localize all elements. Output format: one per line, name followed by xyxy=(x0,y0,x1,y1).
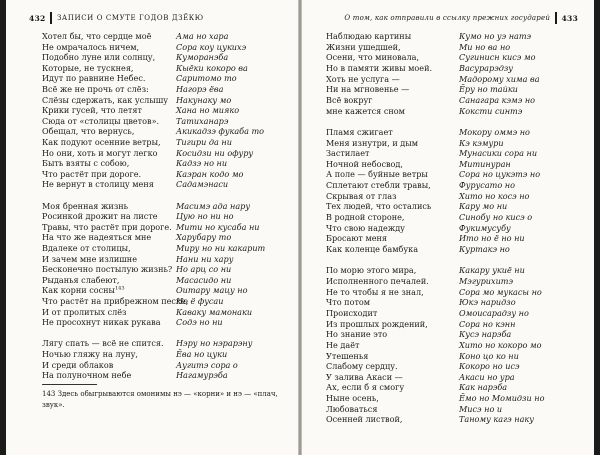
romaji-line: Кыёки кокоро ва xyxy=(176,62,248,73)
translation-line: Не вернут в столицу меня xyxy=(42,179,154,190)
translation-line: Что растёт при дороге. xyxy=(42,168,142,179)
translation-line: Меня изнутри, и дым xyxy=(326,137,419,148)
translation-line: Ныне осень, xyxy=(326,393,379,404)
romaji-line: Саритомо то xyxy=(176,73,237,84)
translation-line: Травы, что растёт при дороге. xyxy=(42,221,172,232)
footnote-divider xyxy=(42,384,97,385)
translation-line: Росинкой дрожит на листе xyxy=(42,211,158,222)
romaji-line: Масасидо ни xyxy=(176,274,232,285)
romaji-line: Хана но мияко xyxy=(176,105,240,116)
romaji-line: Кумо но уэ натэ xyxy=(459,31,532,41)
translation-line: И зачем мне излишне xyxy=(42,253,137,264)
romaji-line: Сугинисн кисэ мо xyxy=(459,52,536,63)
romaji-line: Хито но кокоро мо xyxy=(459,339,542,350)
translation-line: Не просохнут никак рукава xyxy=(42,317,161,328)
romaji-line: Куморанэба xyxy=(176,52,229,63)
romaji-line: Коксти синтэ xyxy=(459,105,523,116)
translation-line: На что же надеяться мне xyxy=(42,232,152,243)
translation-line: По морю этого мира, xyxy=(326,265,417,276)
romaji-line: Садамэнаси xyxy=(176,179,229,190)
translation-line: Слабому сердцу. xyxy=(326,361,398,372)
romaji-line: Синобу но кисэ о xyxy=(459,212,533,223)
translation-line: Подобно луне или солнцу, xyxy=(42,52,156,63)
translation-line: Быть взяты с собою, xyxy=(42,158,130,169)
romaji-line: Татиханарэ xyxy=(176,115,229,126)
left-page-number: 432 xyxy=(29,13,46,23)
romaji-line: Юкэ наридзо xyxy=(459,297,516,308)
romaji-line: Мадорому хима ва xyxy=(459,73,540,84)
translation-line: Которые, не тускнея, xyxy=(42,62,134,73)
romaji-line: Косидзи ни офуру xyxy=(176,147,254,158)
translation-line: Ночной небосвод, xyxy=(326,158,403,169)
romaji-line: Накунаку мо xyxy=(176,94,232,105)
romaji-line: Нагорэ ёва xyxy=(176,84,224,94)
translation-line: мне кажется сном xyxy=(326,105,405,116)
translation-line: Из прошлых рождений, xyxy=(326,318,428,329)
translation-line: У залива Акаси — xyxy=(326,371,403,382)
translation-line: Но в памяти живы моей. xyxy=(326,62,433,73)
romaji-line: Каваку мамонаки xyxy=(176,306,253,317)
translation-line: Ах, если б я смогу xyxy=(326,382,405,393)
translation-line: Не омрачалось ничем, xyxy=(42,41,140,52)
translation-line: Что свою надежду xyxy=(326,222,405,233)
translation-line: Сплетают стебли травы, xyxy=(326,180,431,191)
translation-line: А поле — буйные ветры xyxy=(326,169,428,180)
romaji-line: Омоисарадзу но xyxy=(459,307,529,318)
footnote-text: Здесь обыгрываются омонимы нэ — «корни» и нэ — «плач, звук». xyxy=(42,390,278,409)
romaji-line: Ёмо но Момидзи но xyxy=(459,393,545,404)
romaji-line: Но ё фусаи xyxy=(176,296,224,306)
romaji-line: Кэ кэмури xyxy=(459,137,504,148)
translation-line: Тех людей, что остались xyxy=(326,201,432,212)
translation-line: Бесконечно постылую жизнь? xyxy=(42,264,173,275)
romaji-line: Нэру но нэрарэну xyxy=(176,338,253,349)
romaji-line: Мисэ но и xyxy=(459,403,503,414)
translation-line: Осени, что миновала, xyxy=(326,52,420,63)
romaji-line: Сора но кэнн xyxy=(459,318,516,329)
translation-line: Всё же не прочь от слёз: xyxy=(42,84,149,94)
translation-line: Наблюдаю картины xyxy=(326,31,412,41)
translation-line: Но знание это xyxy=(326,329,388,340)
romaji-line: Акаси но ура xyxy=(459,371,515,382)
right-page-number: 433 xyxy=(561,13,578,23)
right-running-head: О том, как отправили в ссылку прежних государей xyxy=(344,14,551,22)
header-divider xyxy=(555,12,557,24)
romaji-line: Санагара кэмэ но xyxy=(459,94,536,105)
translation-line: Что растёт на прибрежном песке, xyxy=(42,296,189,306)
footnote-number: 143 xyxy=(42,390,56,398)
translation-line: В родной стороне, xyxy=(326,212,405,223)
romaji-line: Ама но хара xyxy=(176,31,229,41)
translation-line: Происходит xyxy=(326,307,378,318)
romaji-line: Ёру но тайки xyxy=(459,84,518,95)
romaji-line: Мэгурихитэ xyxy=(459,275,513,286)
footnote-marker: 143 xyxy=(114,285,125,292)
translation-line: Как подуют осенние ветры, xyxy=(42,137,161,147)
translation-line: Не то чтобы я не знал, xyxy=(326,286,424,297)
romaji-line: Хито но косэ но xyxy=(459,190,530,201)
left-page xyxy=(6,0,298,455)
translation-line: Бросают меня xyxy=(326,233,388,244)
romaji-line: Мокору оммэ но xyxy=(459,126,530,137)
romaji-line: Мити но кусаба ни xyxy=(176,221,260,232)
translation-line: Идут по равнине Небес. xyxy=(42,73,146,84)
romaji-line: Кадзэ но ни xyxy=(176,158,228,169)
footnote xyxy=(42,389,278,411)
romaji-line: Как нарэба xyxy=(459,382,508,393)
translation-line: Утешенья xyxy=(326,350,369,361)
romaji-line: Таному кагэ наку xyxy=(459,414,534,425)
romaji-line: Нани ни хару xyxy=(176,253,234,264)
romaji-line: Ми но ва но xyxy=(459,41,511,52)
romaji-line: Акикадзэ фукаба то xyxy=(176,126,265,137)
romaji-line: Ёва но цуки xyxy=(176,349,228,359)
romaji-line: Нагамурэба xyxy=(176,370,228,381)
translation-line: Сюда от «столицы цветов». xyxy=(42,115,160,126)
romaji-line: Кару мо ни xyxy=(459,201,508,212)
romaji-line: Сора мо мукасы но xyxy=(459,286,542,297)
romaji-line: Кокоро но исэ xyxy=(459,361,520,372)
translation-line: Любоваться xyxy=(326,403,378,414)
translation-line: Но они, хоть и могут легко xyxy=(42,147,158,158)
romaji-line: Оитару мацу но xyxy=(176,285,248,296)
romaji-line: Фукимусубу xyxy=(459,222,511,233)
romaji-line: Кусэ нарэба xyxy=(459,329,512,340)
translation-line: Хотел бы, что сердце моё xyxy=(42,31,152,41)
romaji-line: Масимэ ада нару xyxy=(176,200,251,211)
translation-line: Не даёт xyxy=(326,339,360,350)
romaji-line: Сора коу цукихэ xyxy=(176,41,247,52)
right-page-header xyxy=(344,11,578,25)
translation-line: Как коленце бамбука xyxy=(326,244,419,254)
translation-line: Крики гусей, что летят xyxy=(42,105,142,116)
translation-line: Хоть не услуга — xyxy=(326,73,400,84)
romaji-line: Какару укиё ни xyxy=(459,265,525,276)
romaji-line: Тигири да ни xyxy=(176,137,232,147)
translation-line: И среди облаков xyxy=(42,359,114,370)
translation-line: Ни на мгновенье — xyxy=(326,84,410,95)
translation-line: Рыданья слабеют, xyxy=(42,274,120,285)
romaji-line: Фурусато но xyxy=(459,180,515,191)
translation-line: Как корни сосны$^{143}$ xyxy=(42,285,125,296)
translation-line: Жизни ушедшей, xyxy=(326,41,401,52)
romaji-line: Сора но цукэтэ но xyxy=(459,169,541,180)
translation-line: Скрывая от глаз xyxy=(326,190,397,201)
translation-line: Что потом xyxy=(326,297,371,308)
translation-line: Обещал, что вернусь, xyxy=(42,126,135,137)
romaji-line: Харубару то xyxy=(176,232,232,243)
romaji-line: Но арц со ни xyxy=(176,264,232,275)
left-page-header xyxy=(29,11,204,25)
romaji-line: Митинуран xyxy=(459,158,511,169)
romaji-line: Мунасики сора ни xyxy=(459,148,538,159)
romaji-line: Ито но ё но ни xyxy=(459,233,525,244)
translation-line: Ночью гляжу на луну, xyxy=(42,349,139,359)
header-divider xyxy=(50,12,52,24)
translation-line: Вдалеке от столицы, xyxy=(42,243,131,253)
romaji-line: Содэ но ни xyxy=(176,317,223,328)
romaji-line: Куртакэ но xyxy=(459,244,510,254)
translation-line: Всё вокруг xyxy=(326,94,373,105)
romaji-line: Цую но ни но xyxy=(176,211,234,222)
translation-line: Слёзы сдержать, как услышу xyxy=(42,94,169,105)
translation-line: Исполненного печалей. xyxy=(326,275,429,286)
translation-line: Лягу спать — всё не спится. xyxy=(42,338,164,349)
translation-line: Моя бренная жизнь xyxy=(42,200,129,211)
romaji-line: Миру но ни какарит xyxy=(176,243,266,253)
translation-line: Осенней листвой, xyxy=(326,414,403,425)
romaji-line: Каэран кодо мо xyxy=(176,168,244,179)
romaji-line: Васурарэдзу xyxy=(459,62,513,73)
translation-line: На полуночном небе xyxy=(42,370,132,381)
romaji-line: Коно цо ко ни xyxy=(459,350,519,361)
translation-line: И от пролитых слёз xyxy=(42,306,127,317)
translation-line: Пламя сжигает xyxy=(326,126,393,137)
romaji-line: Аугитэ сора о xyxy=(176,359,238,370)
translation-line: Застилает xyxy=(326,148,370,159)
left-running-head: ЗАПИСИ О СМУТЕ ГОДОВ ДЗЁКЮ xyxy=(56,14,204,22)
right-page xyxy=(302,0,594,455)
